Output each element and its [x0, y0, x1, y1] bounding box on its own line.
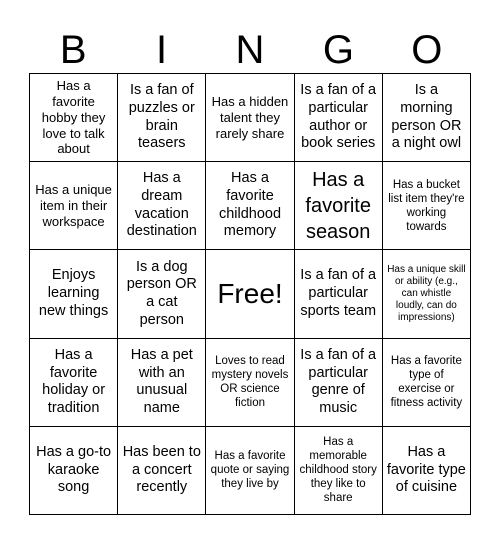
bingo-cell-19[interactable]: Is a fan of a particular genre of music	[295, 339, 383, 427]
bingo-cell-7[interactable]: Has a dream vacation destination	[118, 162, 206, 250]
bingo-cell-25[interactable]: Has a favorite type of cuisine	[383, 427, 471, 515]
bingo-cell-10[interactable]: Has a bucket list item they're working towards	[383, 162, 471, 250]
bingo-cell-18[interactable]: Loves to read mystery novels OR science fiction	[206, 339, 294, 427]
bingo-cell-24[interactable]: Has a memorable childhood story they like to share	[295, 427, 383, 515]
bingo-cell-16[interactable]: Has a favorite holiday or tradition	[30, 339, 118, 427]
bingo-card-grid	[29, 73, 471, 515]
bingo-cell-3[interactable]: Has a hidden talent they rarely share	[206, 74, 294, 162]
bingo-cell-free[interactable]: Free!	[206, 250, 294, 338]
header-letter-i: I	[156, 28, 168, 72]
bingo-cell-2[interactable]: Is a fan of puzzles or brain teasers	[118, 74, 206, 162]
bingo-cell-9[interactable]: Has a favorite season	[295, 162, 383, 250]
bingo-cell-5[interactable]: Is a morning person OR a night owl	[383, 74, 471, 162]
bingo-cell-8[interactable]: Has a favorite childhood memory	[206, 162, 294, 250]
bingo-cell-17[interactable]: Has a pet with an unusual name	[118, 339, 206, 427]
bingo-cell-6[interactable]: Has a unique item in their workspace	[30, 162, 118, 250]
bingo-cell-11[interactable]: Enjoys learning new things	[30, 250, 118, 338]
bingo-cell-23[interactable]: Has a favorite quote or saying they live by	[206, 427, 294, 515]
bingo-cell-4[interactable]: Is a fan of a particular author or book series	[295, 74, 383, 162]
header-letter-b: B	[59, 28, 87, 72]
bingo-cell-20[interactable]: Has a favorite type of exercise or fitness activity	[383, 339, 471, 427]
bingo-header	[29, 26, 471, 74]
bingo-cell-22[interactable]: Has been to a concert recently	[118, 427, 206, 515]
bingo-cell-14[interactable]: Is a fan of a particular sports team	[295, 250, 383, 338]
bingo-cell-1[interactable]: Has a favorite hobby they love to talk about	[30, 74, 118, 162]
header-letter-g: G	[322, 28, 354, 72]
bingo-cell-21[interactable]: Has a go-to karaoke song	[30, 427, 118, 515]
header-letter-o: O	[411, 28, 443, 72]
bingo-cell-12[interactable]: Is a dog person OR a cat person	[118, 250, 206, 338]
header-letter-n: N	[235, 28, 265, 72]
bingo-cell-15[interactable]: Has a unique skill or ability (e.g., can whistle loudly, can do impressions)	[383, 250, 471, 338]
